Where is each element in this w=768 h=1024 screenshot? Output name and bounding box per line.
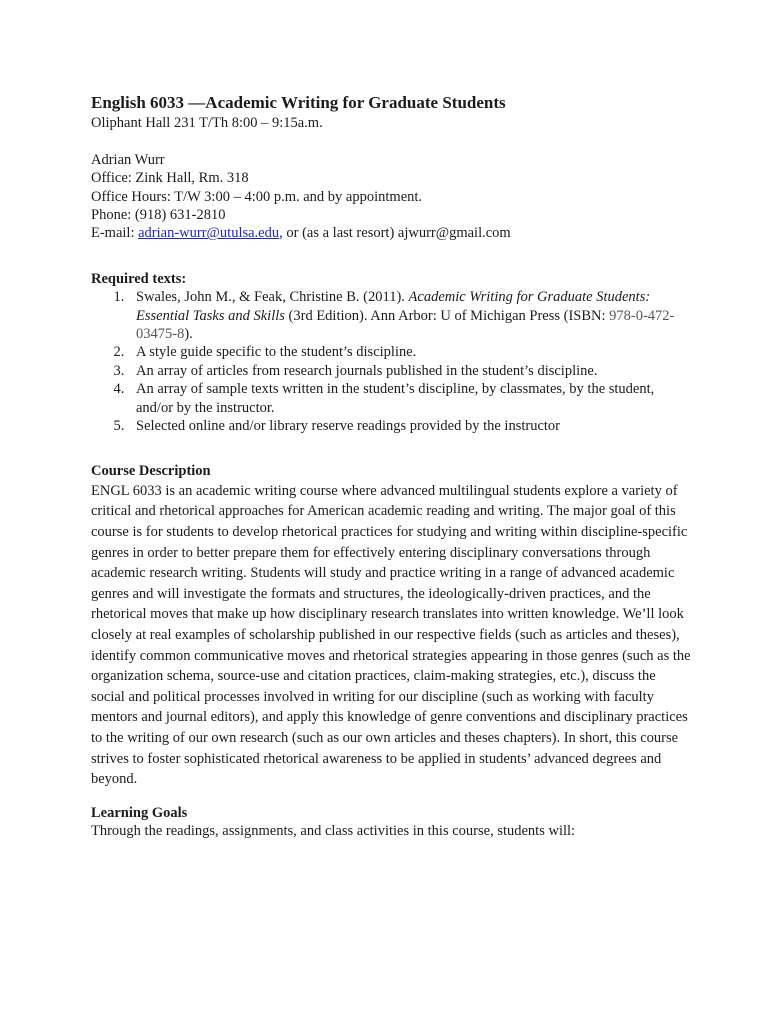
learning-goals-section [91,804,691,841]
learning-goals-heading: Learning Goals [91,804,188,821]
list-item: 4. An array of sample texts written in the student’s discipline, by classmates, by the student, and/or by the instructor. [128,380,691,417]
required-texts-list [91,288,691,435]
email-suffix: , or (as a last resort) ajwurr@gmail.com [279,225,511,242]
item-book-title: Academic Writing for Graduate Students: Essential Tasks and Skills [136,289,651,324]
instructor-office-hours: Office Hours: T/W 3:00 – 4:00 p.m. and by appointment. [91,188,423,205]
email-prefix: E-mail: [91,225,139,242]
required-texts-heading: Required texts: [91,270,187,287]
class-location: Oliphant Hall 231 T/Th 8:00 – 9:15a.m. [91,115,323,131]
course-description-heading: Course Description [91,463,211,480]
item-publisher: (3rd Edition). Ann Arbor: U of Michigan Press (ISBN: [284,307,610,324]
required-texts-section [91,270,691,436]
instructor-email [91,224,691,242]
instructor-name: Adrian Wurr [91,151,165,168]
list-item: 2. A style guide specific to the student’s discipline. [128,343,691,361]
email-link[interactable]: adrian-wurr@utulsa.edu [138,225,280,242]
item-isbn: 978-0-472-03475-8 [136,307,675,343]
instructor-info [91,151,691,243]
instructor-phone: Phone: (918) 631-2810 [91,207,226,224]
list-item: 3. An array of articles from research journals published in the student’s discipline. [128,362,691,380]
learning-goals-intro: Through the readings, assignments, and class activities in this course, students will: [91,823,576,840]
instructor-office: Office: Zink Hall, Rm. 318 [91,170,249,187]
list-item: 5. Selected online and/or library reserve readings provided by the instructor [128,417,691,435]
item-authors: Swales, John M., & Feak, Christine B. (2011). [136,289,409,306]
list-item [128,288,691,343]
course-title: English 6033 —Academic Writing for Graduate Students [91,93,506,112]
item-end: ). [184,326,193,343]
syllabus-page [91,92,691,841]
course-description-section [91,462,691,789]
course-description-body: ENGL 6033 is an academic writing course where advanced multilingual students explore a variety of critical and rhetorical approaches for American academic reading and writing. The major goal of this course is for students to develop rhetorical practices for studying and writing within discipline-specific genres in order to better prepare them for effectively entering disciplinary conversations through academic research writing. Students will study and practice writing in a range of advanced academic genres and will investigate the formats and structures, the ideologically-driven practices, and the rhetorical moves that make up how disciplinary research translates into written knowledge. We’ll look closely at real examples of scholarship published in our respective fields (such as articles and theses), identify common communicative moves and rhetorical strategies appearing in those genres (such as the organization schema, source-use and citation practices, claim-making strategies, etc.), discuss the social and political processes involved in writing for our discipline (such as working with faculty mentors and journal editors), and apply this knowledge of genre conventions and disciplinary practices to the writing of our own research (such as our own articles and theses chapters). In short, this course strives to foster sophisticated rhetorical awareness to be applied in students’ advanced degrees and beyond. [91,482,691,788]
